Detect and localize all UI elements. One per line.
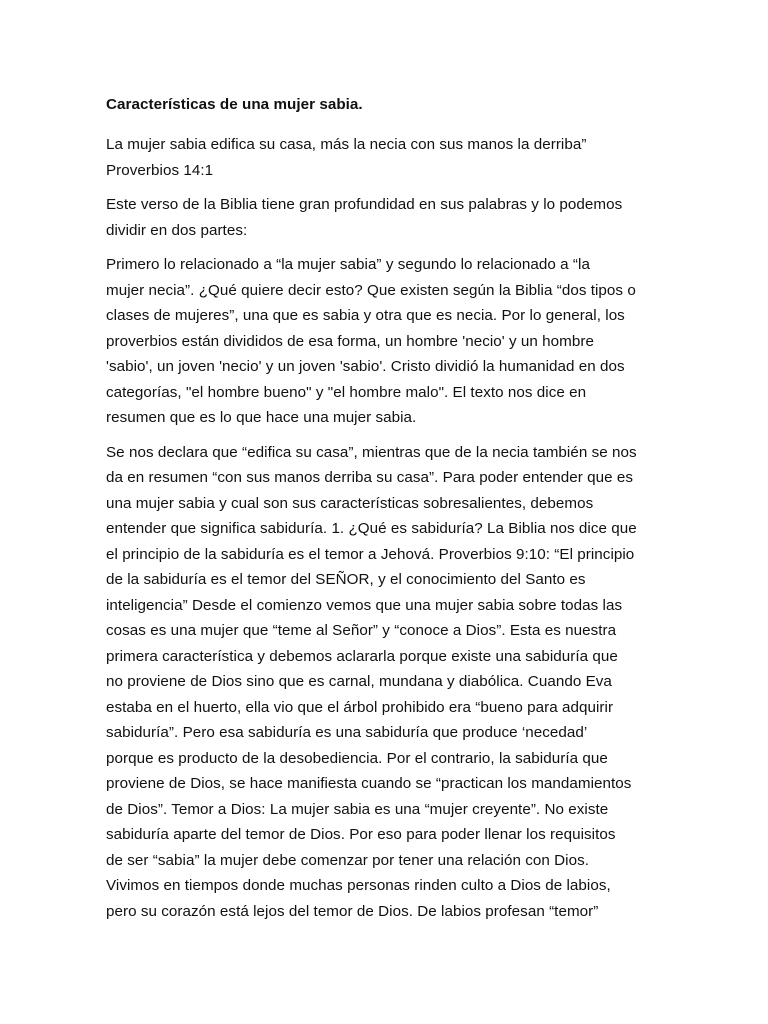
text-line: Proverbios 14:1	[106, 161, 214, 179]
text-line: de Dios”. Temor a Dios: La mujer sabia es una “mujer creyente”. No existe	[106, 800, 609, 818]
text-line: proviene de Dios, se hace manifiesta cuando se “practican los mandamientos	[106, 775, 632, 792]
text-line: Se nos declara que “edifica su casa”, mientras que de la necia también se nos	[106, 443, 637, 461]
text-line: de la sabiduría es el temor del SEÑOR, y el conocimiento del Santo es	[106, 571, 586, 588]
text-line: sabiduría aparte del temor de Dios. Por eso para poder llenar los requisitos	[106, 826, 616, 843]
text-line: mujer necia”. ¿Qué quiere decir esto? Que existen según la Biblia “dos tipos o	[106, 281, 636, 299]
text-line: Primero lo relacionado a “la mujer sabia” y segundo lo relacionado a “la	[106, 256, 590, 273]
text-line: clases de mujeres”, una que es sabia y otra que es necia. Por lo general, los	[106, 307, 625, 324]
document-body	[106, 92, 666, 933]
text-line: Vivimos en tiempos donde muchas personas rinden culto a Dios de labios,	[106, 877, 611, 894]
text-line: primera característica y debemos aclararla porque existe una sabiduría que	[106, 647, 618, 665]
paragraph-verse	[106, 132, 666, 183]
paragraph-wisdom	[106, 440, 666, 925]
text-line: dividir en dos partes:	[106, 221, 248, 239]
text-line: La mujer sabia edifica su casa, más la necia con sus manos la derriba”	[106, 136, 587, 153]
text-line: una mujer sabia y cual son sus características sobresalientes, debemos	[106, 494, 594, 512]
paragraph-two-types	[106, 252, 666, 431]
text-line: el principio de la sabiduría es el temor a Jehová. Proverbios 9:10: “El principio	[106, 545, 635, 563]
text-line: entender que significa sabiduría. 1. ¿Qué es sabiduría? La Biblia nos dice que	[106, 520, 637, 537]
text-line: no proviene de Dios sino que es carnal, mundana y diabólica. Cuando Eva	[106, 673, 612, 690]
text-line: de ser “sabia” la mujer debe comenzar por tener una relación con Dios.	[106, 851, 589, 869]
text-line: pero su corazón está lejos del temor de Dios. De labios profesan “temor”	[106, 902, 599, 920]
paragraph-intro	[106, 192, 666, 243]
text-line: categorías, "el hombre bueno" y "el hombre malo". El texto nos dice en	[106, 383, 587, 401]
text-line: Este verso de la Biblia tiene gran profundidad en sus palabras y lo podemos	[106, 196, 623, 213]
text-line: 'sabio', un joven 'necio' y un joven 'sabio'. Cristo dividió la humanidad en dos	[106, 358, 625, 375]
text-line: estaba en el huerto, ella vio que el árbol prohibido era “bueno para adquirir	[106, 698, 614, 716]
text-line: resumen que es lo que hace una mujer sabia.	[106, 409, 417, 426]
text-line: da en resumen “con sus manos derriba su casa”. Para poder entender que es	[106, 469, 634, 486]
text-line: cosas es una mujer que “teme al Señor” y “conoce a Dios”. Esta es nuestra	[106, 622, 617, 639]
text-line: sabiduría”. Pero esa sabiduría es una sabiduría que produce ‘necedad’	[106, 724, 588, 741]
text-line: porque es producto de la desobediencia. Por el contrario, la sabiduría que	[106, 749, 608, 767]
document-title: Características de una mujer sabia.	[106, 96, 363, 113]
text-line: inteligencia” Desde el comienzo vemos que una mujer sabia sobre todas las	[106, 596, 623, 614]
text-line: proverbios están divididos de esa forma, un hombre 'necio' y un hombre	[106, 332, 594, 350]
